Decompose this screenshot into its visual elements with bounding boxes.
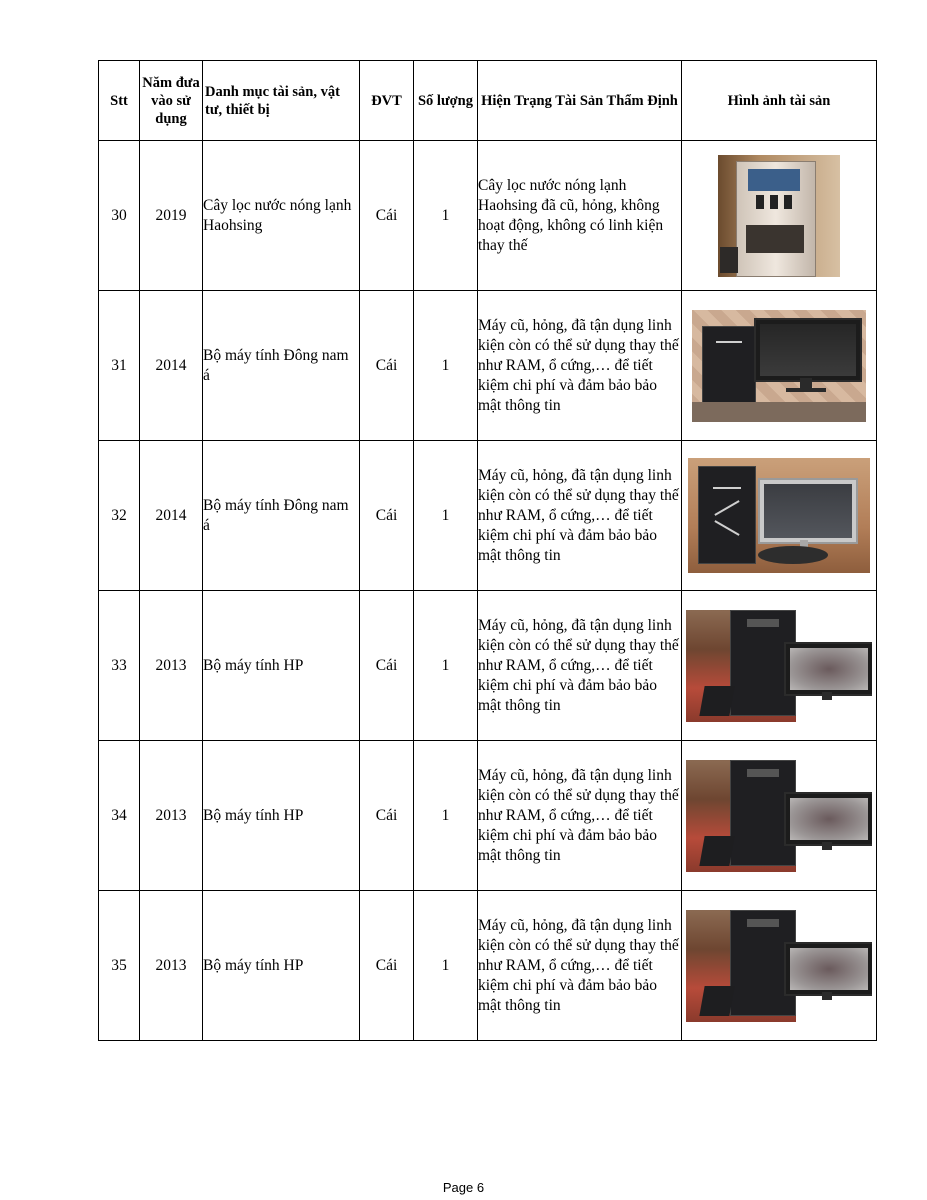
cell-qty: 1 — [414, 141, 478, 291]
cell-name: Bộ máy tính HP — [203, 891, 360, 1041]
computer-photo — [692, 310, 866, 422]
cell-year: 2013 — [140, 741, 203, 891]
cell-status: Máy cũ, hỏng, đã tận dụng linh kiện còn có thể sử dụng thay thế như RAM, ổ cứng,… để tiết kiệm chi phí và đảm bảo bảo mật thông tin — [478, 891, 682, 1041]
hp-computer-photo — [686, 760, 872, 872]
cell-name: Bộ máy tính Đông nam á — [203, 291, 360, 441]
cell-year: 2019 — [140, 141, 203, 291]
cell-unit: Cái — [360, 441, 414, 591]
asset-table — [98, 60, 877, 1041]
table-row — [99, 891, 877, 1041]
header-stt: Stt — [99, 61, 140, 141]
cell-unit: Cái — [360, 141, 414, 291]
cell-stt: 32 — [99, 441, 140, 591]
header-year: Năm đưa vào sử dụng — [140, 61, 203, 141]
cell-unit: Cái — [360, 291, 414, 441]
cell-stt: 33 — [99, 591, 140, 741]
cell-image — [682, 141, 877, 291]
cell-name: Bộ máy tính HP — [203, 741, 360, 891]
cell-image — [682, 291, 877, 441]
cell-unit: Cái — [360, 891, 414, 1041]
cell-status: Máy cũ, hỏng, đã tận dụng linh kiện còn có thể sử dụng thay thế như RAM, ổ cứng,… để tiết kiệm chi phí và đảm bảo bảo mật thông tin — [478, 741, 682, 891]
cell-stt: 35 — [99, 891, 140, 1041]
table-row — [99, 141, 877, 291]
cell-stt: 34 — [99, 741, 140, 891]
hp-computer-photo — [686, 610, 872, 722]
cell-status: Máy cũ, hỏng, đã tận dụng linh kiện còn có thể sử dụng thay thế như RAM, ổ cứng,… để tiết kiệm chi phí và đảm bảo bảo mật thông tin — [478, 291, 682, 441]
cell-stt: 31 — [99, 291, 140, 441]
cell-qty: 1 — [414, 891, 478, 1041]
cell-name: Cây lọc nước nóng lạnh Haohsing — [203, 141, 360, 291]
table-row — [99, 291, 877, 441]
computer-photo — [688, 458, 870, 573]
water-dispenser-photo — [718, 155, 840, 277]
table-row — [99, 591, 877, 741]
page-number: Page 6 — [442, 1180, 485, 1195]
cell-stt: 30 — [99, 141, 140, 291]
cell-year: 2014 — [140, 441, 203, 591]
header-quantity: Số lượng — [414, 61, 478, 141]
header-image: Hình ảnh tài sản — [682, 61, 877, 141]
cell-qty: 1 — [414, 441, 478, 591]
header-row — [99, 61, 877, 141]
table-row — [99, 741, 877, 891]
cell-image — [682, 891, 877, 1041]
cell-unit: Cái — [360, 591, 414, 741]
cell-image — [682, 441, 877, 591]
cell-image — [682, 741, 877, 891]
cell-unit: Cái — [360, 741, 414, 891]
cell-year: 2014 — [140, 291, 203, 441]
cell-qty: 1 — [414, 291, 478, 441]
header-status: Hiện Trạng Tài Sản Thẩm Định — [478, 61, 682, 141]
header-category: Danh mục tài sản, vật tư, thiết bị — [203, 61, 360, 141]
cell-status: Máy cũ, hỏng, đã tận dụng linh kiện còn có thể sử dụng thay thế như RAM, ổ cứng,… để tiết kiệm chi phí và đảm bảo bảo mật thông tin — [478, 591, 682, 741]
cell-year: 2013 — [140, 891, 203, 1041]
cell-status: Máy cũ, hỏng, đã tận dụng linh kiện còn có thể sử dụng thay thế như RAM, ổ cứng,… để tiết kiệm chi phí và đảm bảo bảo mật thông tin — [478, 441, 682, 591]
hp-computer-photo — [686, 910, 872, 1022]
header-unit: ĐVT — [360, 61, 414, 141]
cell-image — [682, 591, 877, 741]
cell-qty: 1 — [414, 591, 478, 741]
cell-name: Bộ máy tính Đông nam á — [203, 441, 360, 591]
table-row — [99, 441, 877, 591]
cell-name: Bộ máy tính HP — [203, 591, 360, 741]
cell-year: 2013 — [140, 591, 203, 741]
cell-status: Cây lọc nước nóng lạnh Haohsing đã cũ, hỏng, không hoạt động, không có linh kiện thay thế — [478, 141, 682, 291]
cell-qty: 1 — [414, 741, 478, 891]
